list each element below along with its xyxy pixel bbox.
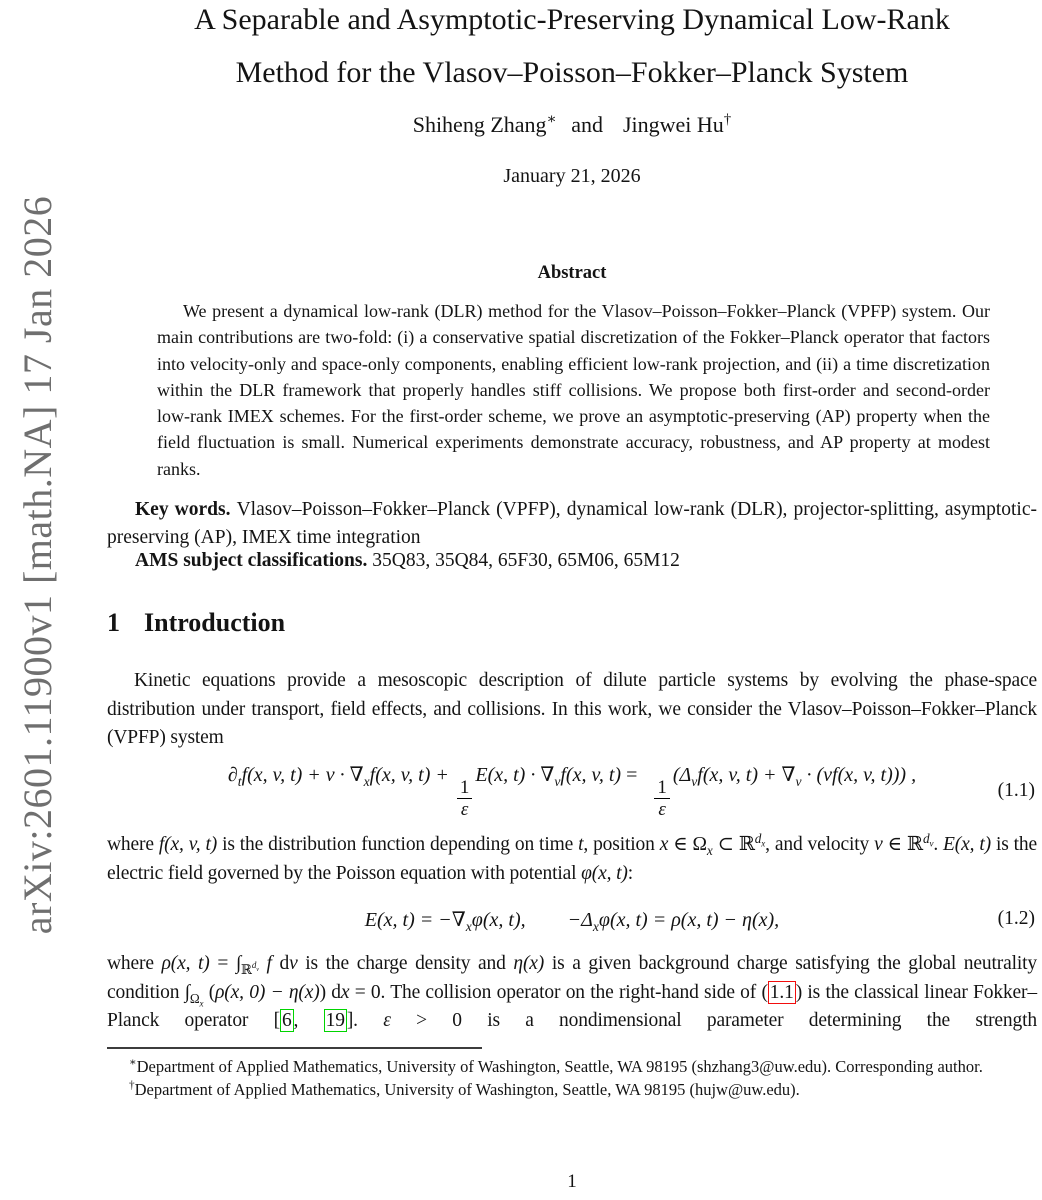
- abstract-text: We present a dynamical low-rank (DLR) method for the Vlasov–Poisson–Fokker–Planck (VPFP) system. Our main contributions are two-fold: (i) a conservative spatial discretization of the Fokker–Planck operator that factors into velocity-only and space-only components, enabling efficient low-rank projection, and (ii) a time discretization within the DLR framework that properly handles stiff collisions. We propose both first-order and second-order low-rank IMEX schemes. For the first-order scheme, we prove an asymptotic-preserving (AP) property when the field fluctuation is small. Numerical experiments demonstrate accuracy, robustness, and AP property at modest ranks.: [157, 301, 990, 479]
- equation-1-2-body: E(x, $t) = -\nabla_x\varphi(x$, t), $-\Delta_x\varphi(x$, t) = ρ(x, t) − η(x),: [364, 908, 780, 934]
- keywords-line: Key words. Vlasov–Poisson–Fokker–Planck (VPFP), dynamical low-rank (DLR), projector-splitting, asymptotic-preserving (AP), IMEX time integration: [107, 499, 1037, 548]
- authors-line: Shiheng Zhang∗ and Jingwei Hu†: [412, 111, 732, 137]
- citation-link[interactable]: 19: [325, 1010, 345, 1032]
- section-number: 1: [107, 608, 120, 637]
- equation-1-1: [107, 762, 1037, 820]
- page-number: 1: [567, 1171, 577, 1192]
- footnote-corresponding-author: ∗Department of Applied Mathematics, University of Washington, Seattle, WA 98195 (shzhang3@uw.edu). Corresponding author.: [129, 1056, 983, 1076]
- equation-1-2: [107, 901, 1037, 937]
- paper-title-line-1: A Separable and Asymptotic-Preserving Dynamical Low-Rank: [194, 3, 950, 36]
- citation-link[interactable]: 6: [281, 1010, 292, 1032]
- arxiv-stamp: arXiv:2601.11900v1 [math.NA] 17 Jan 2026: [15, 195, 60, 935]
- paper-title: [107, 0, 1037, 99]
- section-title: Introduction: [144, 608, 286, 637]
- equation-1-2-label: (1.2): [997, 908, 1035, 929]
- paper-date: January 21, 2026: [503, 165, 641, 187]
- equation-ref-link[interactable]: 1.1: [769, 981, 794, 1003]
- abstract-heading: Abstract: [537, 263, 607, 283]
- footnotes-block: [107, 1055, 1037, 1101]
- intro-paragraph-3: where ρ(x, $t) = \int_{ℝ^{d_v}}$ f dv is the charge density and η(x) is a given background charge satisfying the global neutrality condition $\int_{\Omega_x}$ (ρ(x, 0) − η(x)) dx = 0. The collision operator on the right-hand side of ( 1.1 ) is the classical linear Fokker–Planck operator [ 6 , 19 ]. ε > 0 is a nondimensional parameter determining the strength: [107, 953, 1038, 1032]
- section-heading-introduction: [107, 608, 1037, 638]
- ams-classification-line: AMS subject classifications. 35Q83, 35Q84, 65F30, 65M06, 65M12: [135, 550, 680, 571]
- equation-1-1-body: $\partial_tf(x$, v, $t) + v \cdot \nabla_xf(x$, v, t) + $\frac{1}{\varepsilon}$ E(x, $t) \cdot \nabla_vf(x$, v, t) = $\frac{1}{\varepsilon}$ ($\Delta_vf(x$, v, $t) + \nabla_v \cdot (vf(x$, v, t))) ,: [227, 763, 917, 820]
- paper-title-line-2: Method for the Vlasov–Poisson–Fokker–Planck System: [235, 56, 909, 89]
- intro-paragraph-1: Kinetic equations provide a mesoscopic description of dilute particle systems by evolving the phase-space distribution under transport, field effects, and collisions. In this work, we consider the Vlasov–Poisson–Fokker–Planck (VPFP) system: [107, 670, 1037, 749]
- footnote-separator: [107, 1047, 482, 1049]
- intro-paragraph-2: where f(x, v, t) is the distribution function depending on time t, position x ∈ $\Omega_x$ ⊂ ℝ$^{d_x}$, and velocity v ∈ ℝ$^{d_v}$. E(x, t) is the electric field governed by the Poisson equation with potential φ(x, t):: [107, 830, 1038, 884]
- equation-1-1-label: (1.1): [997, 780, 1035, 801]
- footnote-second-author: †Department of Applied Mathematics, University of Washington, Seattle, WA 98195 (hujw@uw.edu).: [129, 1079, 800, 1099]
